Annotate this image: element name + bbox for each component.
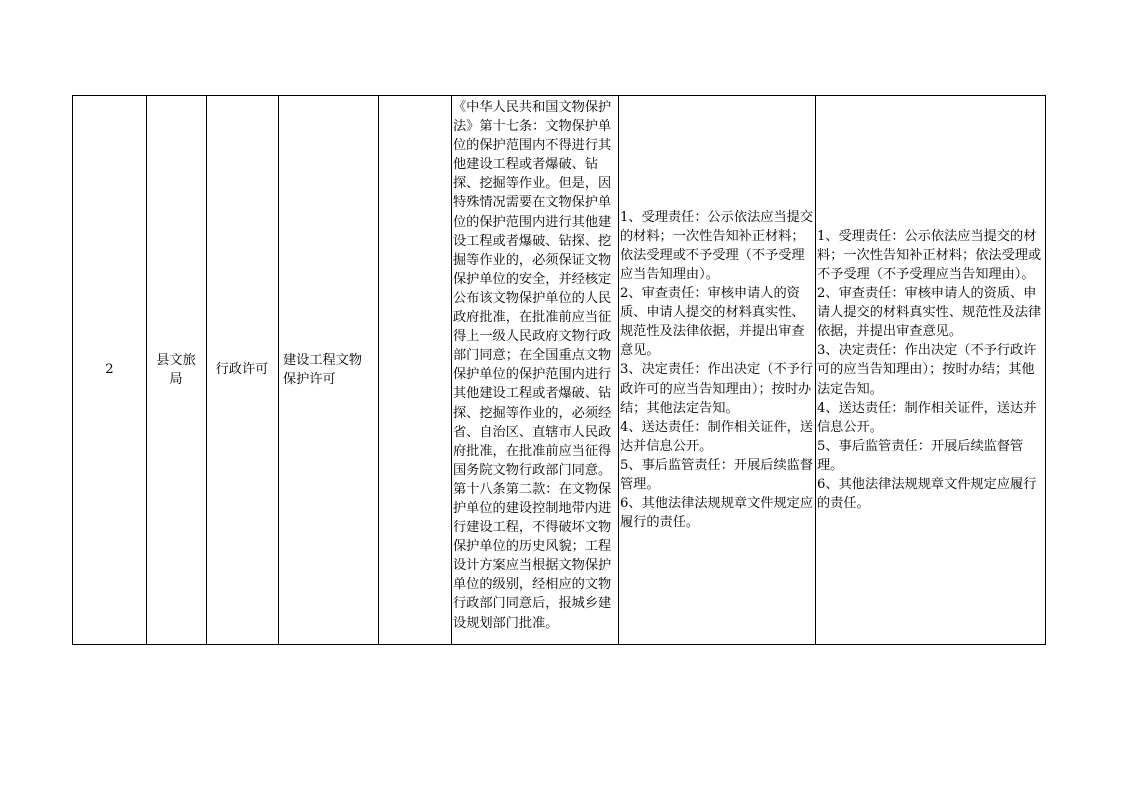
legal-basis-cell (451, 96, 618, 644)
legal-basis-paragraph: 《中华人民共和国文物保护法》第十七条：文物保护单位的保护范围内不得进行其他建设工程或者爆破、钻探、挖掘等作业。但是，因特殊情况需要在文物保护单位的保护范围内进行其他建设工程或者爆破、钻探、挖掘等作业的，必须保证文物保护单位的安全，并经核定公布该文物保护单位的人民政府批准，在批准前应当征得上一级人民政府文物行政部门同意；在全国重点文物保护单位的保护范围内进行其他建设工程或者爆破、钻探、挖掘等作业的，必须经省、自治区、直辖市人民政府批准，在批准前应当征得国务院文物行政部门同意。 (453, 100, 612, 478)
seq-cell (73, 96, 146, 644)
legal-basis-paragraph: 第十八条第二款：在文物保护单位的建设控制地带内进行建设工程，不得破坏文物保护单位的历史风貌；工程设计方案应当根据文物保护单位的级别，经相应的文物行政部门同意后，报城乡建设规划部门批准。 (453, 481, 612, 631)
department-cell (146, 96, 206, 644)
power-category: 行政许可 (215, 362, 269, 378)
duties-cell (618, 96, 815, 644)
power-item-name: 建设工程文物保护许可 (283, 352, 363, 387)
item-name-cell (278, 96, 378, 644)
duties-cell-secondary (815, 96, 1045, 644)
category-cell (206, 96, 278, 644)
row-number: 2 (105, 362, 114, 378)
duties-list: 1、受理责任：公示依法应当提交的材料；一次性告知补正材料；依法受理或不予受理（不予受理应当告知理由）。 2、审查责任：审核申请人的资质、申请人提交的材料真实性、规范性及法律依据，并提出审查意见。 3、决定责任：作出决定（不予行政许可的应当告知理由）；按时办结；其他法定告知。 4、送达责任：制作相关证件，送达并信息公开。 5、事后监管责任：开展后续监督管理。 6、其他法律法规规章文件规定应履行的责任。 (817, 228, 1042, 512)
department-name: 县文旅局 (156, 352, 196, 387)
sub-item-cell (378, 96, 451, 644)
duties-list: 1、受理责任：公示依法应当提交的材料；一次性告知补正材料；依法受理或不予受理（不予受理应当告知理由）。 2、审查责任：审核申请人的资质、申请人提交的材料真实性、规范性及法律依据，并提出审查意见。 3、决定责任：作出决定（不予行政许可的应当告知理由）；按时办结；其他法定告知。 4、送达责任：制作相关证件，送达并信息公开。 5、事后监管责任：开展后续监督管理。 6、其他法律法规规章文件规定应履行的责任。 (620, 209, 814, 531)
responsibility-table-row (72, 95, 1046, 645)
